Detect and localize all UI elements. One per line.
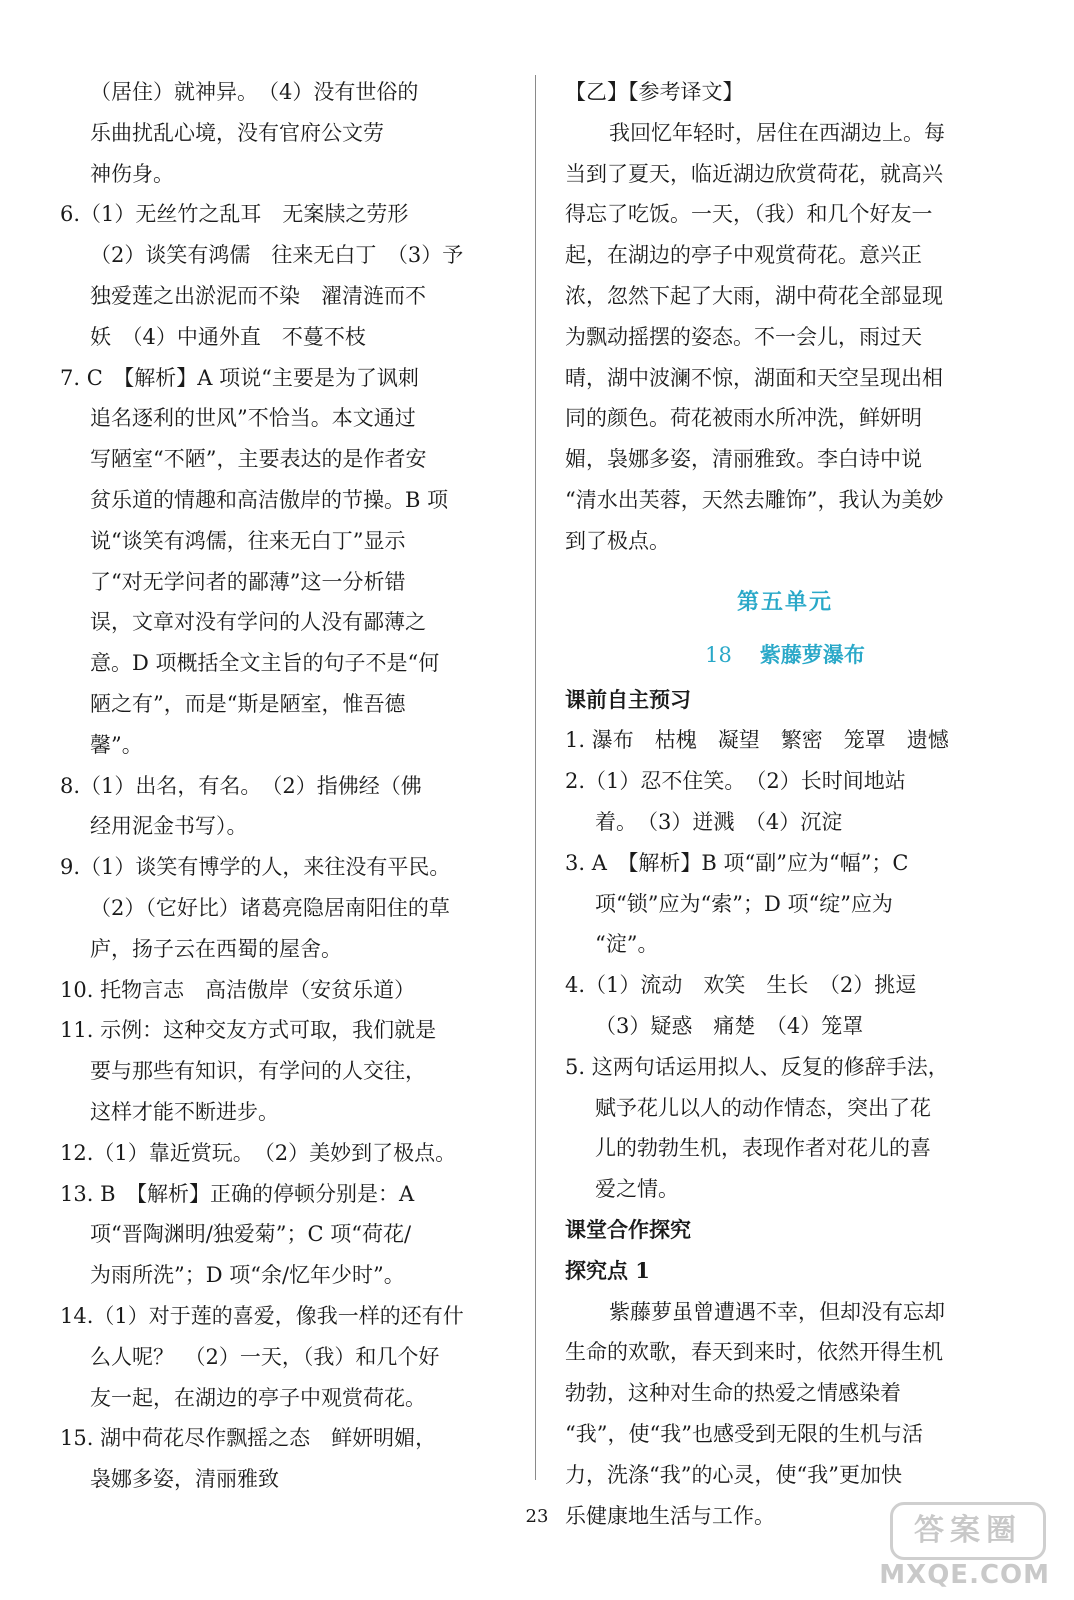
text-line: 误，文章对没有学问的人没有鄙薄之 (90, 610, 426, 635)
text-line: 10. 托物言志 高洁傲岸（安贫乐道） (60, 977, 416, 1002)
lesson-title (565, 630, 1005, 680)
text-line: 浓，忽然下起了大雨，湖中荷花全部显现 (565, 283, 943, 308)
right-column (565, 72, 1005, 1536)
page-number: 23 (525, 1506, 549, 1527)
text-line: 6.（1）无丝竹之乱耳 无案牍之劳形 (60, 202, 409, 227)
text-line: “清水出芙蓉，天然去雕饰”，我认为美妙 (565, 487, 944, 512)
left-column (60, 72, 500, 1500)
text-line: 为雨所洗”；D 项“余/忆年少时”。 (90, 1263, 405, 1288)
text-line: 起，在湖边的亭子中观赏荷花。意兴正 (565, 243, 922, 268)
text-line: 赋予花儿以人的动作情态，突出了花 (595, 1095, 931, 1120)
text-line: 说“谈笑有鸿儒，往来无白丁”显示 (90, 528, 406, 553)
text-line: 力，洗涤“我”的心灵，使“我”更加快 (565, 1462, 902, 1487)
text-line: 乐曲扰乱心境，没有官府公文劳 (90, 120, 384, 145)
text-line: 【乙】【参考译文】 (565, 80, 744, 104)
text-line: 2.（1）忍不住笑。 （2）长时间地站 (565, 769, 906, 794)
text-line: 了“对无学问者的鄙薄”这一分析错 (90, 569, 406, 594)
text-line: 妖 （4）中通外直 不蔓不枝 (90, 324, 366, 349)
text-line: 紫藤萝虽曾遭遇不幸，但却没有忘却 (609, 1299, 945, 1324)
lesson-number: 18 (705, 642, 732, 667)
reference-translation-section (565, 72, 1005, 562)
text-line: 晴，湖中波澜不惊，湖面和天空呈现出相 (565, 365, 943, 390)
watermark-logo (866, 1498, 1056, 1594)
text-line: 写陋室“不陋”，主要表达的是作者安 (90, 447, 427, 472)
text-line: 4.（1）流动 欢笑 生长 （2）挑逗 (565, 973, 917, 998)
text-line: 经用泥金书写）。 (90, 814, 248, 839)
text-line: 乐健康地生活与工作。 (565, 1503, 775, 1528)
text-line: 这样才能不断进步。 (90, 1099, 279, 1124)
text-line: 贫乐道的情趣和高洁傲岸的节操。B 项 (90, 487, 449, 512)
text-line: 同的颜色。荷花被雨水所冲洗，鲜妍明 (565, 406, 922, 431)
text-line: 么人呢？ （2）一天，（我）和几个好 (90, 1344, 440, 1369)
text-line: 儿的勃勃生机，表现作者对花儿的喜 (595, 1136, 931, 1161)
text-line: （2）谈笑有鸿儒 往来无白丁 （3）予 (90, 243, 464, 268)
text-line: 12.（1）靠近赏玩。 （2）美妙到了极点。 (60, 1140, 457, 1165)
watermark-badge: 答案圈 (890, 1502, 1046, 1560)
text-line: 到了极点。 (565, 528, 670, 553)
text-line: 13. B 【解析】正确的停顿分别是：A (60, 1181, 415, 1206)
column-divider (535, 75, 536, 1480)
text-line: 8.（1）出名，有名。 （2）指佛经（佛 (60, 773, 422, 798)
text-line: 陋之有”，而是“斯是陋室，惟吾德 (90, 691, 406, 716)
text-line: 媚，袅娜多姿，清丽雅致。李白诗中说 (565, 447, 922, 472)
text-line: 项“晋陶渊明/独爱菊”；C 项“荷花/ (90, 1222, 412, 1247)
text-line: 探究点 1 (565, 1257, 650, 1283)
text-line: “我”，使“我”也感受到无限的生机与活 (565, 1421, 923, 1446)
text-line: 项“锁”应为“索”；D 项“绽”应为 (595, 891, 893, 916)
text-line: 追名逐利的世风”不恰当。本文通过 (90, 406, 416, 431)
text-line: 馨”。 (90, 732, 143, 757)
text-line: 7. C 【解析】A 项说“主要是为了讽刺 (60, 365, 419, 390)
text-line: （2）（它好比）诸葛亮隐居南阳住的草 (90, 895, 450, 920)
text-line: 友一起，在湖边的亭子中观赏荷花。 (90, 1385, 426, 1410)
text-line: 得忘了吃饭。一天，（我）和几个好友一 (565, 202, 933, 227)
text-line: 庐，扬子云在西蜀的屋舍。 (90, 936, 342, 961)
text-line: “淀”。 (595, 932, 659, 957)
text-line: 14.（1）对于莲的喜爱，像我一样的还有什 (60, 1303, 464, 1328)
text-line: 1. 瀑布 枯槐 凝望 繁密 笼罩 遗憾 (565, 728, 949, 753)
text-line: 意。D 项概括全文主旨的句子不是“何 (90, 651, 440, 676)
text-line: 9.（1）谈笑有博学的人，来往没有平民。 (60, 855, 451, 880)
text-line: 当到了夏天，临近湖边欣赏荷花，就高兴 (565, 161, 943, 186)
text-line: 课前自主预习 (565, 686, 691, 712)
text-line: 课堂合作探究 (565, 1216, 691, 1242)
text-line: 着。 （3）迸溅 （4）沉淀 (595, 809, 843, 834)
watermark-url: MXQE.COM (879, 1560, 1050, 1590)
text-line: 独爱莲之出淤泥而不染 濯清涟而不 (90, 283, 426, 308)
text-line: 勃勃，这种对生命的热爱之情感染着 (565, 1381, 901, 1406)
text-line: 3. A 【解析】B 项“副”应为“幅”；C (565, 850, 909, 875)
text-line: 袅娜多姿，清丽雅致 (90, 1467, 279, 1492)
text-line: 要与那些有知识，有学问的人交往， (90, 1059, 426, 1084)
unit-title: 第五单元 (736, 588, 833, 615)
text-line: 我回忆年轻时，居住在西湖边上。每 (609, 120, 945, 145)
text-line: 爱之情。 (595, 1177, 679, 1202)
text-line: 生命的欢歌，春天到来时，依然开得生机 (565, 1340, 943, 1365)
text-line: （居住）就神异。 （4）没有世俗的 (90, 80, 419, 104)
text-line: 11. 示例：这种交友方式可取，我们就是 (60, 1018, 437, 1043)
text-line: 为飘动摇摆的姿态。不一会儿，雨过天 (565, 324, 922, 349)
text-line: 15. 湖中荷花尽作飘摇之态 鲜妍明媚， (60, 1426, 437, 1451)
text-line: 5. 这两句话运用拟人、反复的修辞手法， (565, 1054, 949, 1079)
text-line: （3）疑惑 痛楚 （4）笼罩 (595, 1013, 864, 1038)
text-line: 神伤身。 (90, 161, 174, 186)
lesson-name: 紫藤萝瀑布 (759, 641, 865, 667)
lesson-answers-section (565, 680, 1005, 1537)
